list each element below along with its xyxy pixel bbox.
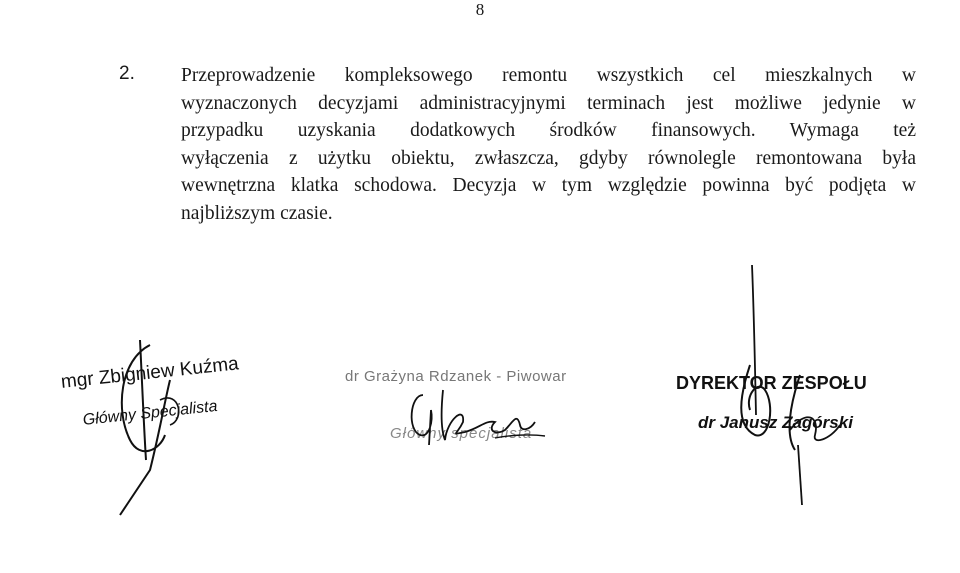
signatory-name: mgr Zbigniew Kuźma (60, 353, 240, 393)
section-paragraph (181, 62, 916, 227)
paragraph-line: wyłączenia z użytku obiektu, zwłaszcza, gdyby równolegle remontowana była (181, 147, 916, 169)
handwritten-signature-icon (670, 355, 930, 505)
signatory-name: dr Janusz Zagórski (698, 413, 853, 432)
paragraph-line: wyznaczonych decyzjami administracyjnymi terminach jest możliwe jedynie w (181, 92, 916, 114)
signature-block-specialist-2 (345, 350, 605, 470)
paragraph-line: najbliższym czasie. (181, 202, 333, 224)
signature-block-director (670, 355, 930, 505)
section-number: 2. (119, 63, 135, 84)
page-number: 8 (475, 0, 485, 19)
paragraph-line: przypadku uzyskania dodatkowych środków finansowych. Wymaga też (181, 120, 916, 141)
signatory-role: Główny Specjalista (82, 397, 219, 429)
signatory-title: DYREKTOR ZESPOŁU (676, 373, 867, 393)
signature-block-specialist-1 (60, 340, 300, 520)
paragraph-line: wewnętrzna klatka schodowa. Decyzja w tym względzie powinna być podjęta w (181, 175, 916, 196)
handwritten-signature-icon (345, 350, 605, 470)
signatory-name: dr Grażyna Rdzanek - Piwowar (345, 368, 567, 385)
handwritten-signature-icon (60, 340, 300, 520)
signatory-role: Główny specjalista (390, 425, 533, 442)
paragraph-line: Przeprowadzenie kompleksowego remontu wszystkich cel mieszkalnych w (181, 65, 916, 86)
